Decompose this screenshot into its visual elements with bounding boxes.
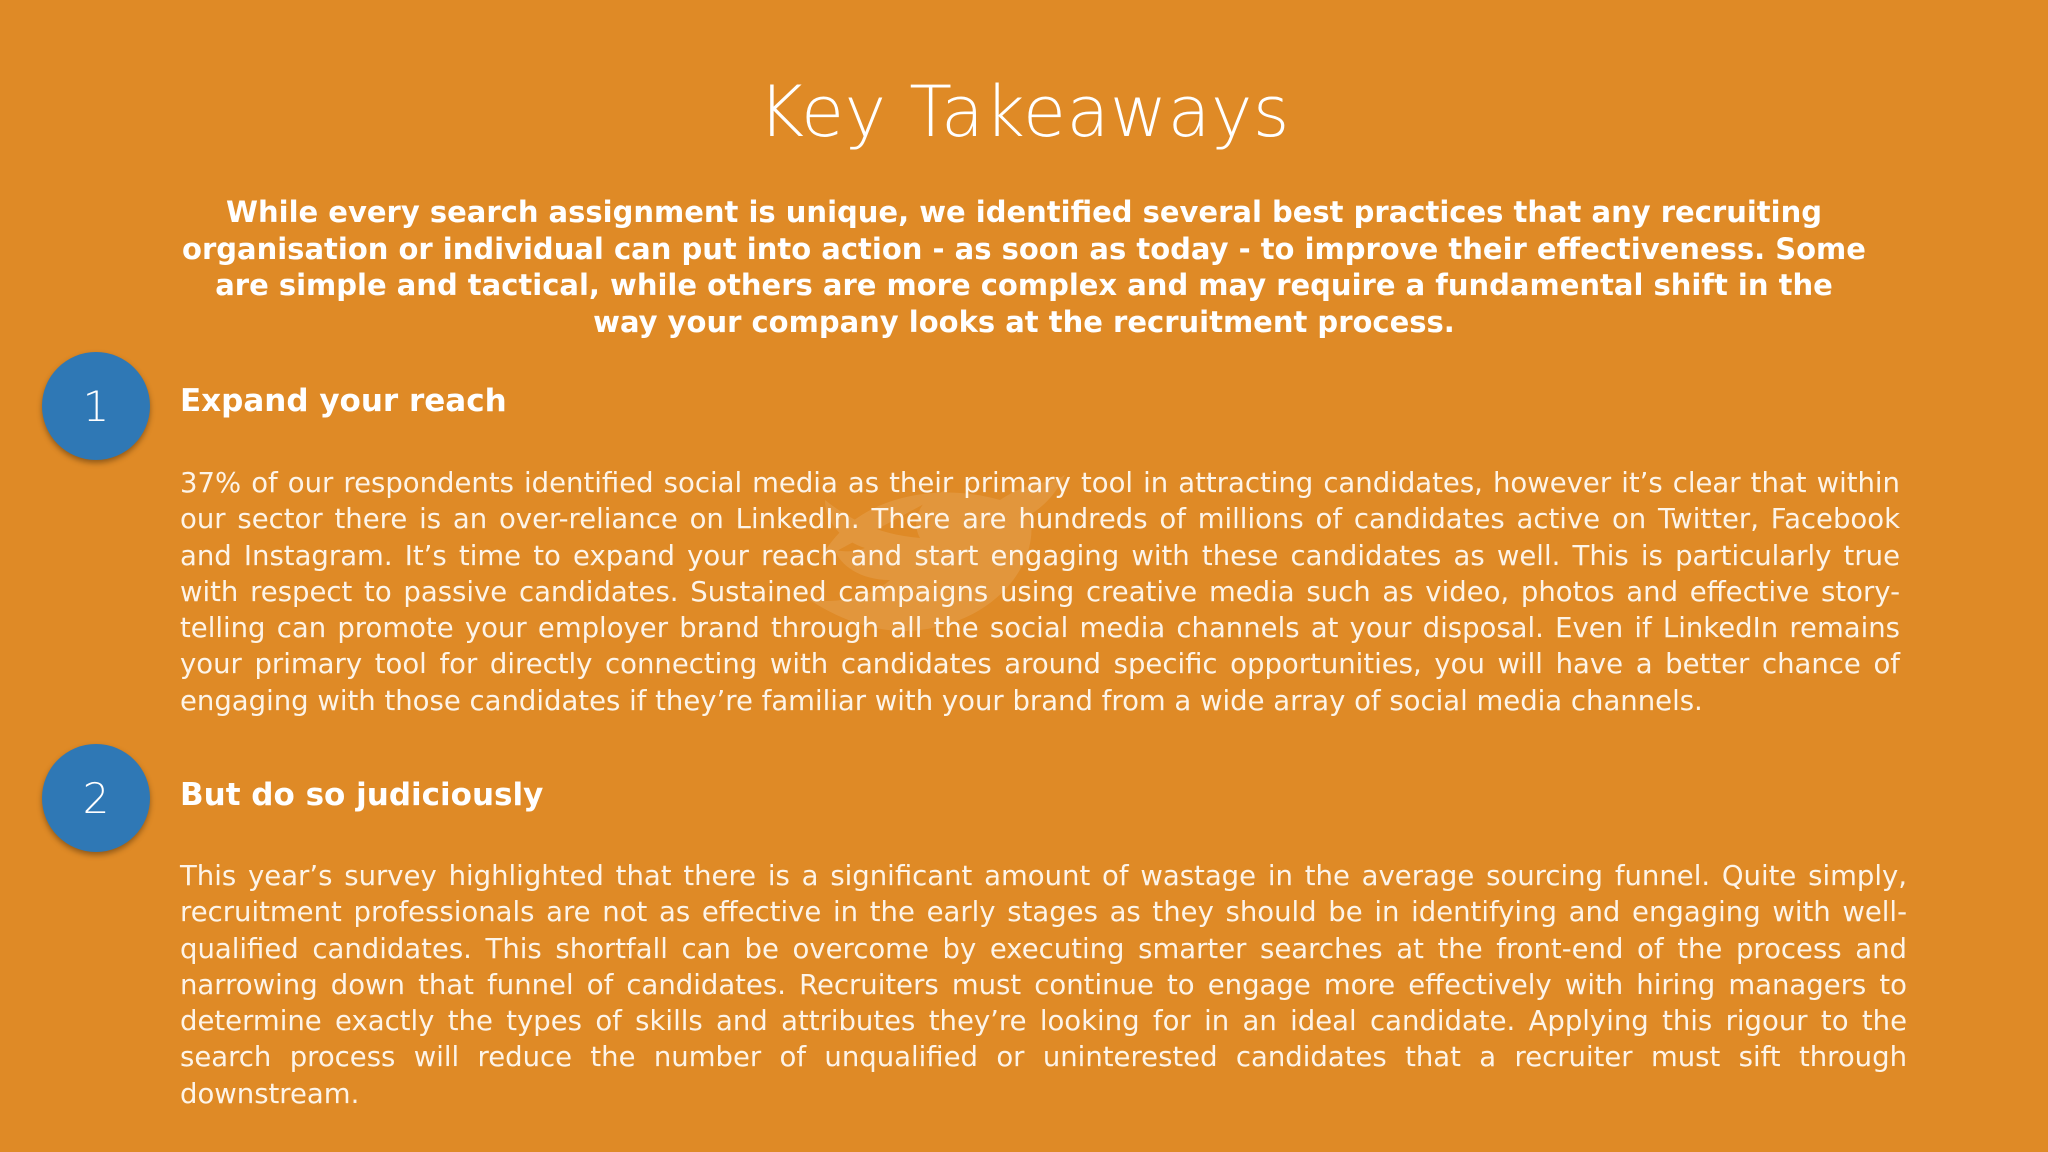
takeaway-body: 37% of our respondents identified social media as their primary tool in attracting candidates, however it’s clear that within our sector there is an over-reliance on LinkedIn. There are hundreds of millions of candidates active on Twitter, Facebook and Instagram. It’s time to expand your reach and start engaging with these candidates as well. This is particularly true with respect to passive candidates. Sustained campaigns using creative media such as video, photos and effective story-telling can promote your employer brand through all the social media channels at your disposal. Even if LinkedIn remains your primary tool for directly connecting with candidates around specific opportunities, you will have a better chance of engaging with those candidates if they’re familiar with your brand from a wide array of social media channels. <box>180 467 1900 717</box>
takeaway-number-badge <box>42 352 150 460</box>
takeaway-heading: Expand your reach <box>180 383 507 419</box>
page-title: Key Takeaways <box>758 71 1290 153</box>
takeaway-body: This year’s survey highlighted that there is a significant amount of wastage in the average sourcing funnel. Quite simply, recruitment professionals are not as effective in the early stages as they should be in identifying and engaging with well-qualified candidates. This shortfall can be overcome by executing smarter searches at the front-end of the process and narrowing down that funnel of candidates. Recruiters must continue to engage more effectively with hiring managers to determine exactly the types of skills and attributes they’re looking for in an ideal candidate. Applying this rigour to the search process will reduce the number of unqualified or uninterested candidates that a recruiter must sift through downstream. <box>180 860 1907 1110</box>
takeaway-number: 1 <box>82 381 110 431</box>
takeaway-number: 2 <box>82 773 110 823</box>
takeaway-number-badge <box>42 744 150 852</box>
intro-paragraph: While every search assignment is unique, we identified several best practices that any recruiting organisation or individual can put into action - as soon as today - to improve their effectiveness. Some are simple and tactical, while others are more complex and may require a fundamental shift in the way your company looks at the recruitment process. <box>182 195 1866 339</box>
takeaway-heading: But do so judiciously <box>180 777 544 813</box>
